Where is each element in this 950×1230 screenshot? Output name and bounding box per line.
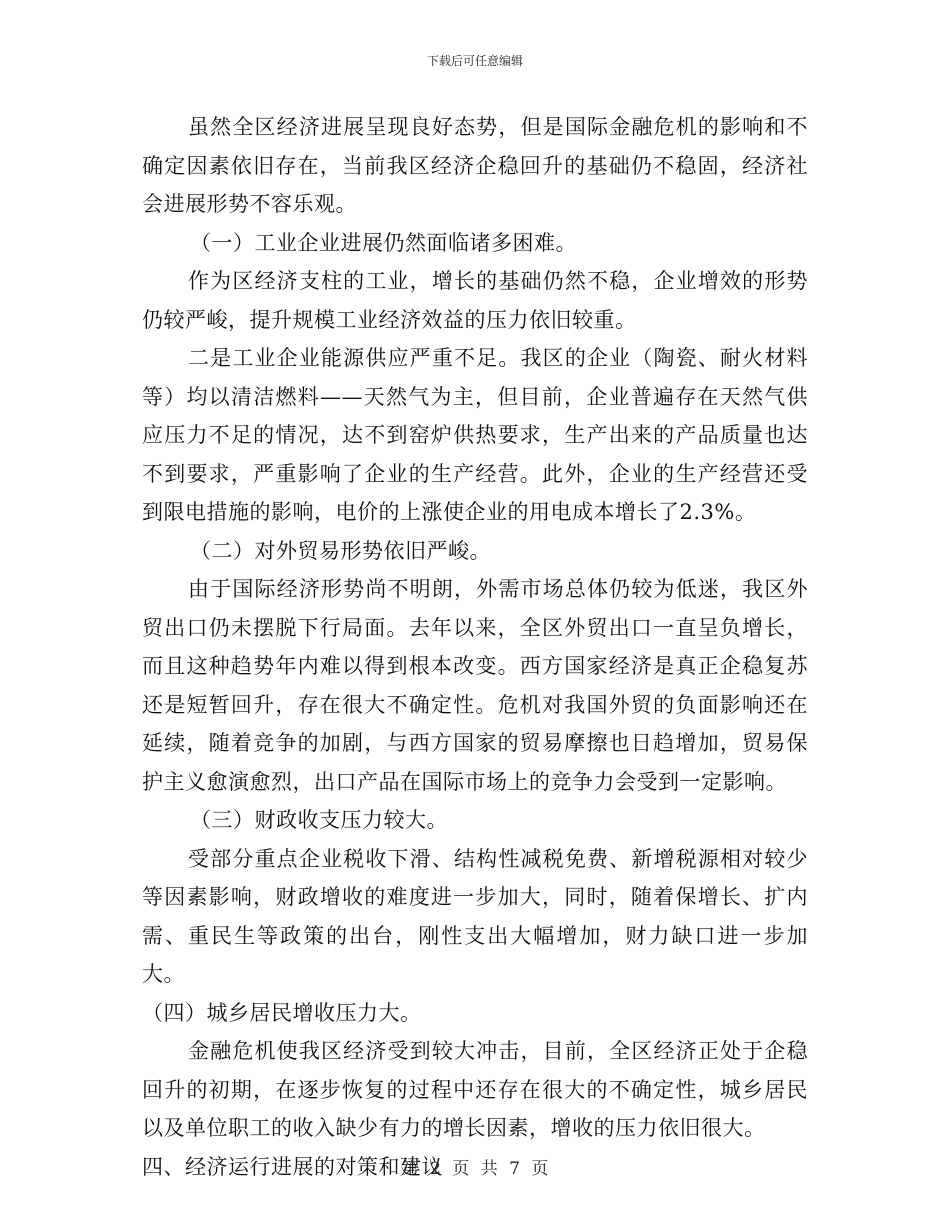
paragraph-intro: 虽然全区经济进展呈现良好态势，但是国际金融危机的影响和不确定因素依旧存在，当前我区经济企稳回升的基础仍不稳固，经济社会进展形势不容乐观。 xyxy=(142,115,808,216)
page-footer: 第 2 页 共 7 页 xyxy=(401,1159,549,1179)
paragraph-trade: 由于国际经济形势尚不明朗，外需市场总体仍较为低迷，我区外贸出口仍未摆脱下行局面。去年以来，全区外贸出口一直呈负增长，而且这种趋势年内难以得到根本改变。西方国家经济是真正企稳复苏还是短暂回升，存在很大不确定性。危机对我国外贸的负面影响还在延续，随着竞争的加剧，与西方国家的贸易摩擦也日趋增加，贸易保护主义愈演愈烈，出口产品在国际市场上的竞争力会受到一定影响。 xyxy=(142,577,808,794)
paragraph-industry: 作为区经济支柱的工业，增长的基础仍然不稳，企业增效的形势仍较严峻，提升规模工业经济效益的压力依旧较重。 xyxy=(142,269,808,332)
paragraph-income: 金融危机使我区经济受到较大冲击，目前，全区经济正处于企稳回升的初期，在逐步恢复的过程中还存在很大的不确定性，城乡居民以及单位职工的收入缺少有力的增长因素，增收的压力依旧很大。 xyxy=(142,1039,808,1140)
section-heading-4: （四）城乡居民增收压力大。 xyxy=(142,1000,422,1025)
paragraph-energy: 二是工业企业能源供应严重不足。我区的企业（陶瓷、耐火材料等）均以清洁燃料——天然气为主，但目前，企业普遍存在天然气供应压力不足的情况，达不到窑炉供热要求，生产出来的产品质量也达不到要求，严重影响了企业的生产经营。此外，企业的生产经营还受到限电措施的影响，电价的上涨使企业的用电成本增长了2.3%。 xyxy=(142,346,808,524)
section-heading-3: （三）财政收支压力较大。 xyxy=(190,808,448,832)
chapter-heading-4: 四、经济运行进展的对策和建议 xyxy=(142,1154,443,1179)
section-heading-2: （二）对外贸易形势依旧严峻。 xyxy=(190,538,491,563)
page-header: 下载后可任意编辑 xyxy=(426,54,523,68)
section-heading-1: （一）工业企业进展仍然面临诸多困难。 xyxy=(190,230,577,255)
paragraph-finance: 受部分重点企业税收下滑、结构性减税免费、新增税源相对较少等因素影响，财政增收的难度进一步加大，同时，随着保增长、扩内需、重民生等政策的出台，刚性支出大幅增加，财力缺口进一步加大。 xyxy=(142,846,808,986)
document-body xyxy=(142,108,808,1186)
